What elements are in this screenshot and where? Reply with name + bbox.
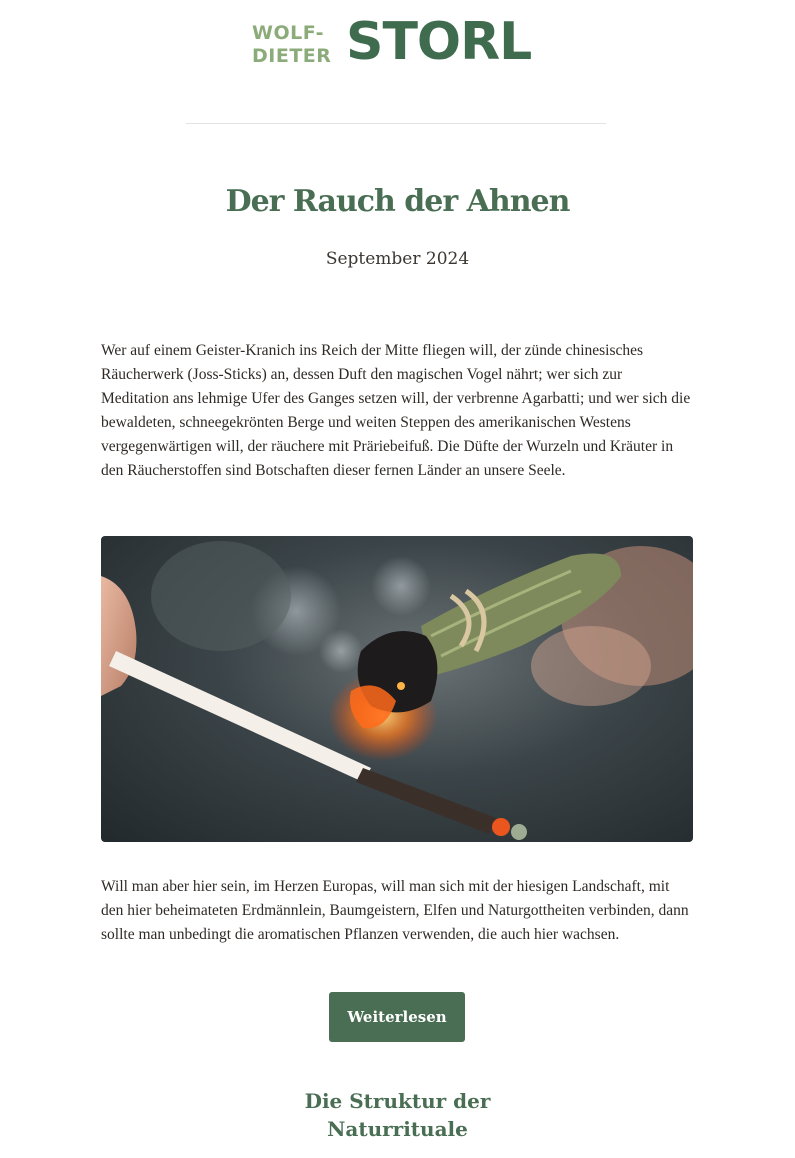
next-section-heading-line-1: Die Struktur der: [304, 1089, 491, 1113]
article-date: September 2024: [325, 249, 470, 269]
intro-paragraph: Wer auf einem Geister-Kranich ins Reich der Mitte fliegen will, der zünde chinesisches Räucherwerk (Joss-Sticks) an, dessen Duft den magischen Vogel nährt; wer sich zur Meditation ans lehmige Ufer des Ganges setzen will, der verbrenne Agarbatti; und wer sich die bewaldeten, schneegekrönten Berge und weiten Steppen des amerikanischen Westens vergegenwärtigen will, der räuchere mit Präriebeifuß. Die Düfte der Wurzeln und Kräuter in den Räucherstoffen sind Botschaften dieser fernen Länder an unsere Seele.: [101, 342, 691, 479]
logo-line-1: WOLF-: [252, 22, 324, 44]
logo-line-2: DIETER: [252, 45, 332, 67]
photo-illustration: [101, 536, 693, 842]
body-paragraph: Will man aber hier sein, im Herzen Europas, will man sich mit der hiesigen Landschaft, mit den hier beheimateten Erdmännlein, Baumgeistern, Elfen und Naturgottheiten verbinden, dann sollte man unbedingt die aromatischen Pflanzen verwenden, die auch hier wachsen.: [101, 878, 689, 943]
brand-logo[interactable]: [252, 12, 544, 72]
read-more-button[interactable]: Weiterlesen: [329, 992, 465, 1042]
next-section-heading-line-2: Naturrituale: [327, 1117, 468, 1141]
article-title: Der Rauch der Ahnen: [225, 184, 570, 219]
header-divider: [186, 123, 606, 124]
logo-surname: STORL: [346, 12, 532, 72]
logo-first-name: [252, 22, 331, 67]
article-photo-smudge-stick: [101, 536, 693, 842]
next-section-heading[interactable]: [0, 1087, 795, 1143]
